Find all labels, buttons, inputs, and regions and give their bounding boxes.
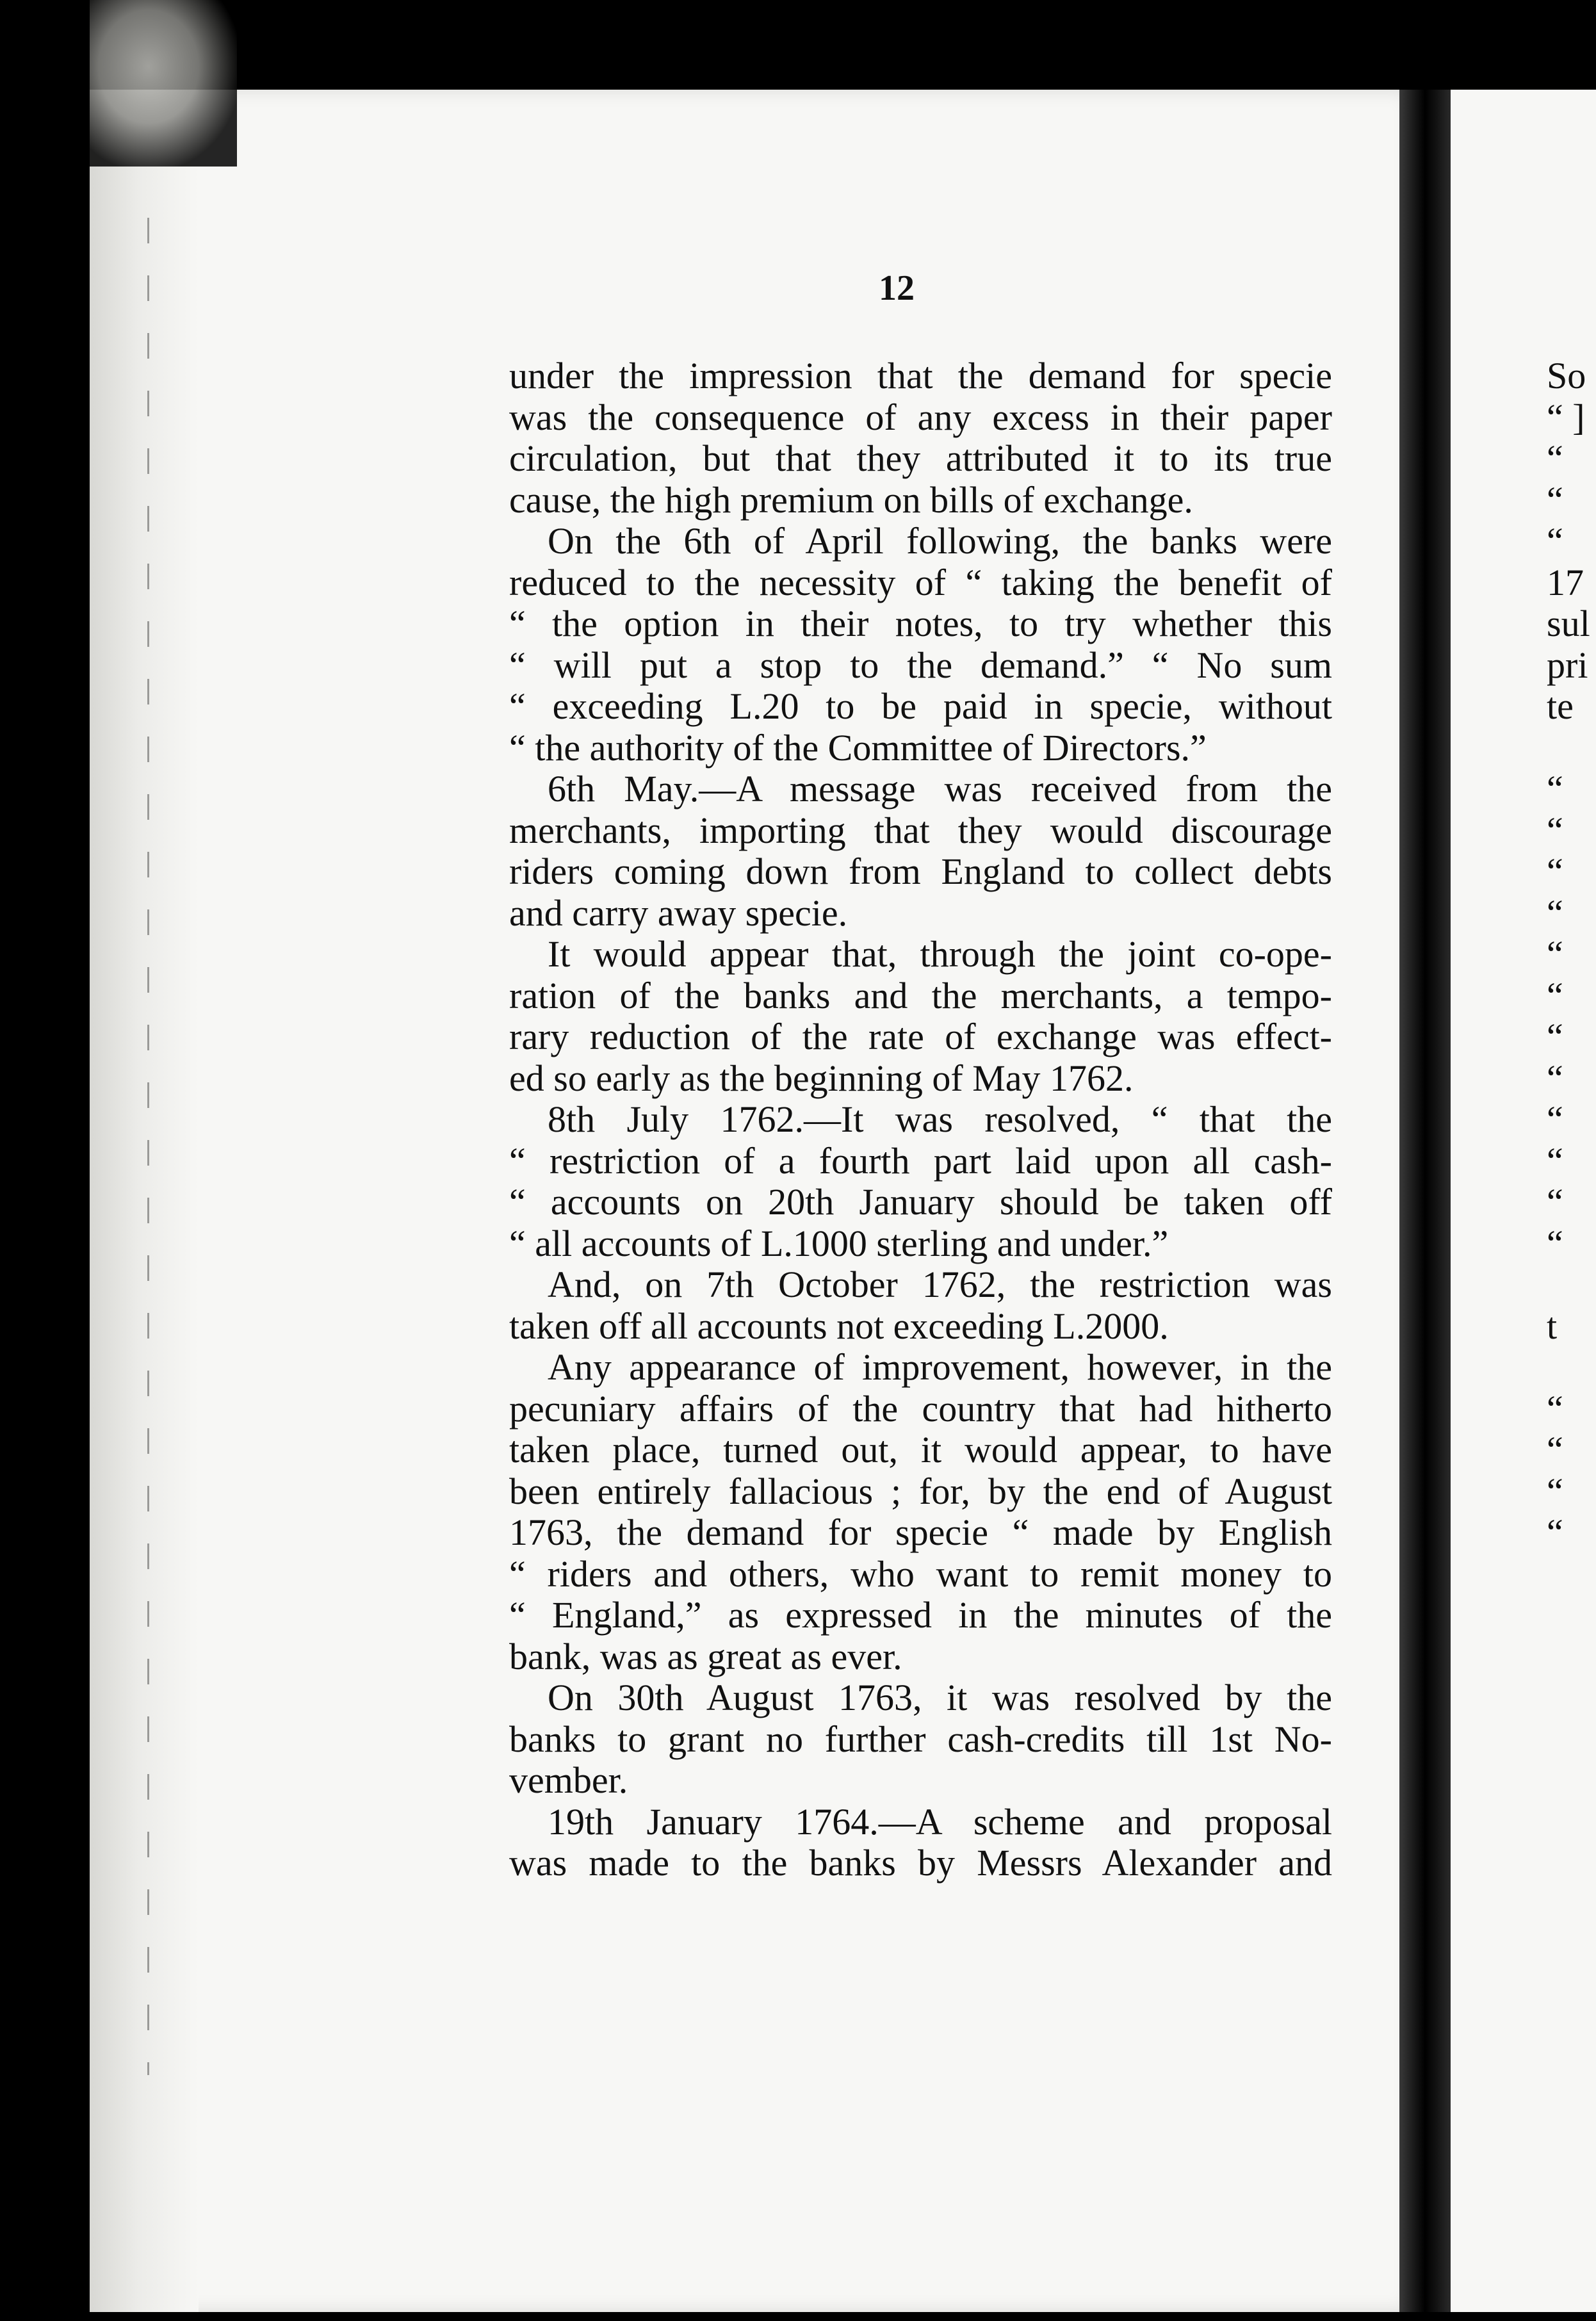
text-line: “ restriction of a fourth part laid upon all cash- <box>509 1139 1332 1182</box>
neighbor-fragment: So <box>1547 355 1586 396</box>
text-line: bank, was as great as ever. <box>509 1635 902 1677</box>
text-line: On the 6th of April following, the banks were <box>548 520 1332 562</box>
neighbor-fragment: “ <box>1547 1470 1563 1512</box>
neighbor-fragment <box>1547 728 1590 769</box>
text-line: reduced to the necessity of “ taking the benefit of <box>509 561 1332 603</box>
text-line: It would appear that, through the joint co-ope- <box>548 933 1332 975</box>
neighbor-fragment: t <box>1547 1305 1558 1347</box>
text-line: rary reduction of the rate of exchange was effect- <box>509 1016 1332 1057</box>
neighbor-fragment: “ <box>1547 1222 1563 1264</box>
text-line: banks to grant no further cash-credits till 1st No- <box>509 1718 1332 1760</box>
text-line: 6th May.—A message was received from the <box>548 768 1332 810</box>
text-line: ration of the banks and the merchants, a tempo- <box>509 974 1332 1016</box>
neighbor-fragment: “ <box>1547 1511 1563 1553</box>
text-line: been entirely fallacious ; for, by the end of August <box>509 1470 1332 1512</box>
neighbor-page-text <box>1547 355 1590 1554</box>
body-text <box>509 355 1332 1884</box>
neighbor-fragment: “ <box>1547 974 1563 1016</box>
text-line: “ England,” as expressed in the minutes of the <box>509 1594 1332 1636</box>
text-line: vember. <box>509 1759 628 1801</box>
text-line: “ exceeding L.20 to be paid in specie, without <box>509 685 1332 727</box>
text-line: ed so early as the beginning of May 1762. <box>509 1057 1134 1099</box>
neighbor-fragment: “ <box>1547 851 1563 892</box>
text-line: “ the option in their notes, to try whether this <box>509 603 1332 644</box>
torn-corner <box>90 0 237 167</box>
neighbor-fragment: “ <box>1547 1429 1563 1470</box>
neighbor-fragment: “ <box>1547 1098 1563 1140</box>
text-line: “ all accounts of L.1000 sterling and under.” <box>509 1222 1169 1264</box>
page-edge-shadow <box>90 90 199 2312</box>
neighbor-fragment: te <box>1547 685 1574 727</box>
neighbor-fragment: pri <box>1547 644 1588 686</box>
page-number: 12 <box>879 268 915 308</box>
text-line: And, on 7th October 1762, the restriction was <box>548 1264 1332 1305</box>
text-line: “ the authority of the Committee of Directors.” <box>509 726 1207 769</box>
text-line: 1763, the demand for specie “ made by English <box>509 1511 1332 1553</box>
neighbor-fragment: “ <box>1547 768 1563 810</box>
neighbor-fragment: “ <box>1547 1181 1563 1223</box>
text-line: under the impression that the demand for specie <box>509 355 1332 396</box>
text-line: On 30th August 1763, it was resolved by the <box>548 1677 1332 1718</box>
book-gutter <box>1399 90 1451 2312</box>
text-line: was made to the banks by Messrs Alexander and <box>509 1842 1332 1884</box>
text-line: 19th January 1764.—A scheme and proposal <box>548 1800 1332 1843</box>
neighbor-fragment: “ <box>1547 1387 1563 1429</box>
neighbor-fragment: “ <box>1547 809 1563 851</box>
text-line: merchants, importing that they would discourage <box>509 809 1332 851</box>
neighbor-fragment: “ ] <box>1547 396 1585 438</box>
neighbor-fragment: “ <box>1547 520 1563 562</box>
neighbor-fragment: “ <box>1547 1016 1563 1057</box>
neighbor-fragment: “ <box>1547 1139 1563 1182</box>
text-line: taken off all accounts not exceeding L.2000. <box>509 1305 1169 1347</box>
text-line: cause, the high premium on bills of exchange. <box>509 478 1193 521</box>
text-line: Any appearance of improvement, however, in the <box>548 1346 1332 1388</box>
text-line: was the consequence of any excess in their paper <box>509 396 1332 438</box>
text-line: taken place, turned out, it would appear, to have <box>509 1429 1332 1470</box>
text-line: circulation, but that they attributed it to its true <box>509 437 1332 479</box>
neighbor-fragment <box>1547 1264 1590 1306</box>
neighbor-fragment: “ <box>1547 1057 1563 1099</box>
neighbor-fragment: “ <box>1547 437 1563 479</box>
text-line: riders coming down from England to collect debts <box>509 851 1332 892</box>
text-line: “ riders and others, who want to remit money to <box>509 1552 1332 1595</box>
neighbor-fragment: 17 <box>1547 561 1584 603</box>
neighbor-fragment: “ <box>1547 892 1563 934</box>
text-line: “ accounts on 20th January should be taken off <box>509 1181 1332 1223</box>
text-line: and carry away specie. <box>509 892 848 934</box>
text-line: pecuniary affairs of the country that had hitherto <box>509 1387 1332 1429</box>
text-line: 8th July 1762.—It was resolved, “ that the <box>548 1098 1332 1140</box>
text-line: “ will put a stop to the demand.” “ No sum <box>509 644 1332 686</box>
neighbor-fragment: sul <box>1547 603 1590 644</box>
neighbor-fragment <box>1547 1347 1590 1389</box>
neighbor-fragment: “ <box>1547 478 1563 521</box>
neighbor-fragment: “ <box>1547 933 1563 975</box>
